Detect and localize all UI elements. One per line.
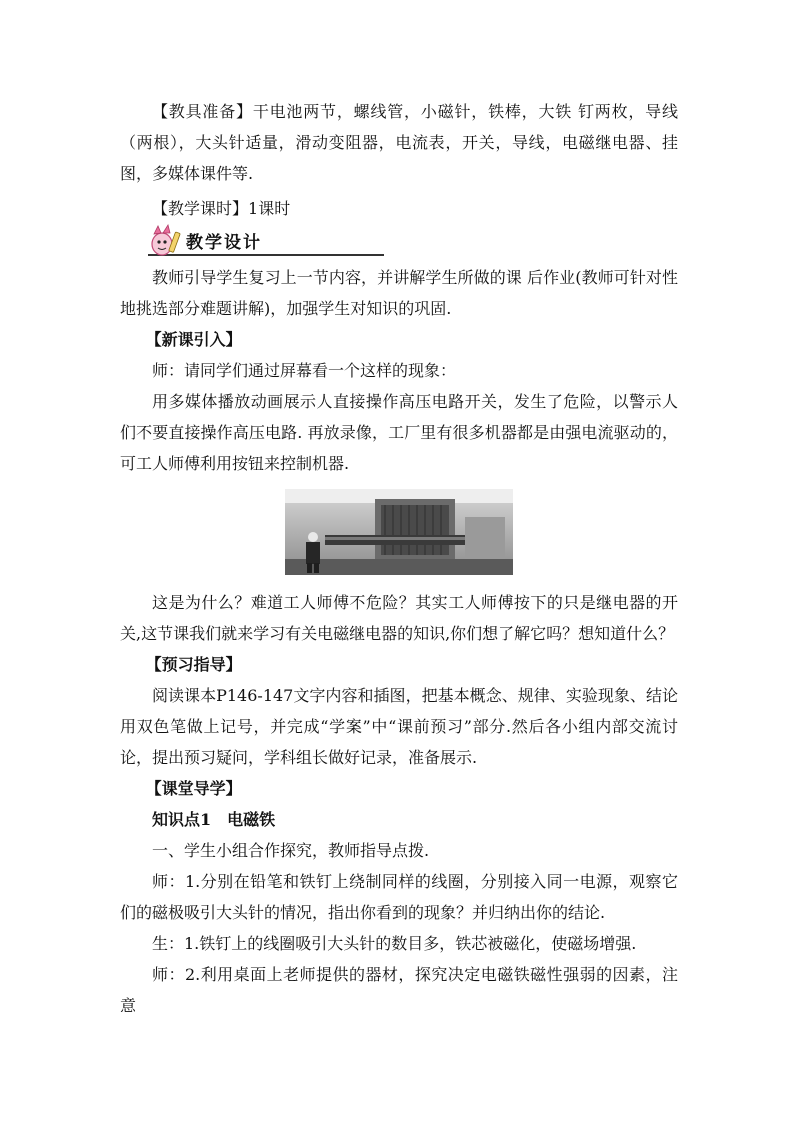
preview-text: 阅读课本P146-147文字内容和插图，把基本概念、规律、实验现象、结论用双色笔做上记号，并完成“学案”中“课前预习”部分.然后各小组内部交流讨论，提出预习疑问，学科组长做好记录，准备展示. [120,686,678,767]
pencil-mascot-icon [148,224,184,258]
hours-text: 1课时 [248,199,291,218]
equipment-label: 【教具准备】 [152,102,253,121]
intro-video: 用多媒体播放动画展示人直接操作高压电路开关，发生了危险，以警示人们不要直接操作高压电路. 再放录像，工厂里有很多机器都是由强电流驱动的，可工人师傅利用按钮来控制机器. [120,392,678,473]
review-paragraph: 教师引导学生复习上一节内容，并讲解学生所做的课 后作业(教师可针对性地挑选部分难题讲解)，加强学生对知识的巩固. [120,268,678,318]
equipment-paragraph [120,96,678,189]
intro-question: 这是为什么？难道工人师傅不危险？其实工人师傅按下的只是继电器的开关,这节课我们就来学习有关电磁继电器的知识,你们想了解它吗？想知道什么？ [120,593,678,643]
equipment-text: 干电池两节，螺线管，小磁针，铁棒，大铁 钉两枚，导线（两根），大头针适量，滑动变阻器，电流表，开关，导线，电磁继电器、挂图，多媒体课件等. [120,102,678,183]
preview-heading: 【预习指导】 [145,655,242,674]
intro-teacher: 师：请同学们通过屏幕看一个这样的现象： [152,361,457,380]
student-answer-1: 生：1.铁钉上的线圈吸引大头针的数目多，铁芯被磁化，使磁场增强. [152,934,637,953]
knowledge-point-title: 知识点1 电磁铁 [152,810,276,829]
teacher-instruction-1: 师：1.分别在铅笔和铁钉上绕制同样的线圈，分别接入同一电源，观察它们的磁极吸引大头针的情况，指出你看到的现象？并归纳出你的结论. [120,872,678,922]
factory-photo [285,489,513,575]
section-banner [120,224,678,262]
hours-label: 【教学课时】 [152,199,249,218]
teacher-instruction-2: 师：2.利用桌面上老师提供的器材，探究决定电磁铁磁性强弱的因素，注意 [120,965,678,1015]
intro-heading: 【新课引入】 [145,330,242,349]
classroom-step: 一、学生小组合作探究，教师指导点拨. [152,841,430,860]
lesson-content [120,96,678,1021]
hours-paragraph [120,193,678,224]
classroom-heading: 【课堂导学】 [145,779,242,798]
banner-frame [148,228,384,256]
banner-title: 教学设计 [186,233,262,253]
